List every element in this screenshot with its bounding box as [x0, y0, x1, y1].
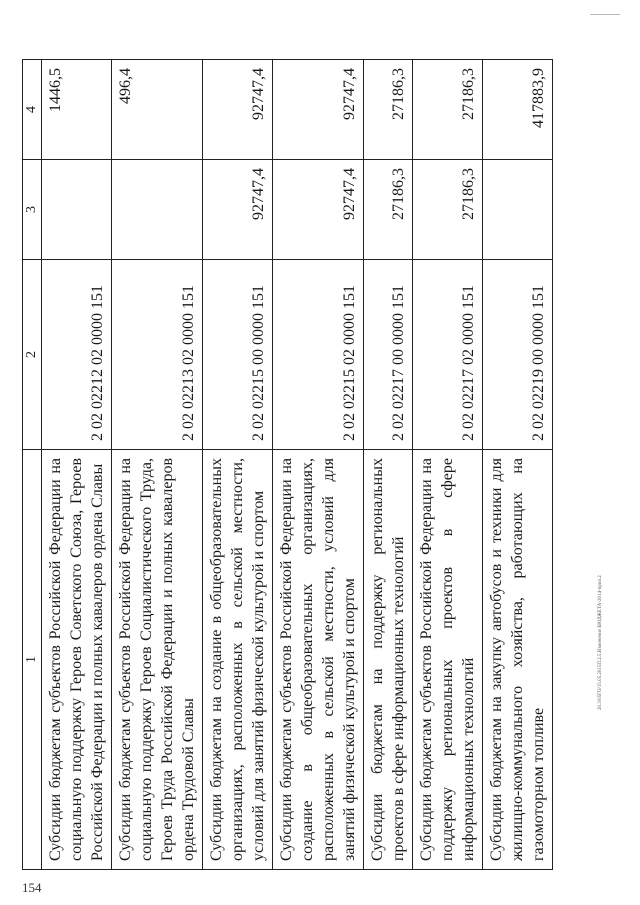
corner-mark	[590, 14, 620, 15]
header-col-1: 1	[23, 450, 42, 870]
table-row	[413, 60, 483, 870]
row-code: 2 02 02213 02 0000 151	[112, 260, 203, 450]
row-col3: 92747,4	[203, 160, 273, 260]
table-row	[203, 60, 273, 870]
row-col4: 1446,5	[42, 60, 112, 160]
table-header-row	[23, 60, 42, 870]
page-number: 154	[22, 880, 42, 895]
row-description: Субсидии бюджетам на поддержку региональных проектов в сфере информационных технологий	[364, 450, 413, 870]
header-col-2: 2	[23, 260, 42, 450]
row-code: 2 02 02217 02 0000 151	[413, 260, 483, 450]
row-col4: 417883,9	[483, 60, 553, 160]
row-code: 2 02 02212 02 0000 151	[42, 260, 112, 450]
row-col4: 92747,4	[203, 60, 273, 160]
table-row	[483, 60, 553, 870]
row-description: Субсидии бюджетам на создание в общеобразовательных организациях, расположенных в сельской местности, условий для занятий физической культурой и спортом	[203, 450, 273, 870]
row-code: 2 02 02215 00 0000 151	[203, 260, 273, 450]
row-col3	[42, 160, 112, 260]
row-description: Субсидии бюджетам на закупку автобусов и техники для жилищно-коммунального хозяйства, работающих на газомоторном топливе	[483, 450, 553, 870]
row-description: Субсидии бюджетам субъектов Российской Федерации на создание в общеобразовательных организациях, расположенных в сельской местности, условий для занятий физической культурой и спортом	[273, 450, 364, 870]
header-col-4: 4	[23, 60, 42, 160]
budget-table	[22, 59, 553, 870]
footer-code: 20.3/05ГО/15.05.2015П.2.5.Изменение БЮДЖЕТА-2014-прил.2	[598, 575, 603, 710]
row-col4: 27186,3	[413, 60, 483, 160]
row-code: 2 02 02215 02 0000 151	[273, 260, 364, 450]
row-col3: 27186,3	[413, 160, 483, 260]
row-col4: 92747,4	[273, 60, 364, 160]
rotated-table-container	[22, 60, 572, 870]
row-code: 2 02 02219 00 0000 151	[483, 260, 553, 450]
row-description: Субсидии бюджетам субъектов Российской Федерации на поддержку региональных проектов в сфере информационных технологий	[413, 450, 483, 870]
row-col3	[483, 160, 553, 260]
table-row	[364, 60, 413, 870]
row-col3: 92747,4	[273, 160, 364, 260]
row-col3	[112, 160, 203, 260]
header-col-3: 3	[23, 160, 42, 260]
row-description: Субсидии бюджетам субъектов Российской Федерации на социальную поддержку Героев Советского Союза, Героев Российской Федерации и полных кавалеров ордена Славы	[42, 450, 112, 870]
table-row	[112, 60, 203, 870]
table-row	[42, 60, 112, 870]
row-code: 2 02 02217 00 0000 151	[364, 260, 413, 450]
row-col4: 496,4	[112, 60, 203, 160]
row-col3: 27186,3	[364, 160, 413, 260]
row-description: Субсидии бюджетам субъектов Российской Федерации на социальную поддержку Героев Социалистического Труда, Героев Труда Российской Федерации и полных кавалеров ордена Трудовой Славы	[112, 450, 203, 870]
row-col4: 27186,3	[364, 60, 413, 160]
table-row	[273, 60, 364, 870]
